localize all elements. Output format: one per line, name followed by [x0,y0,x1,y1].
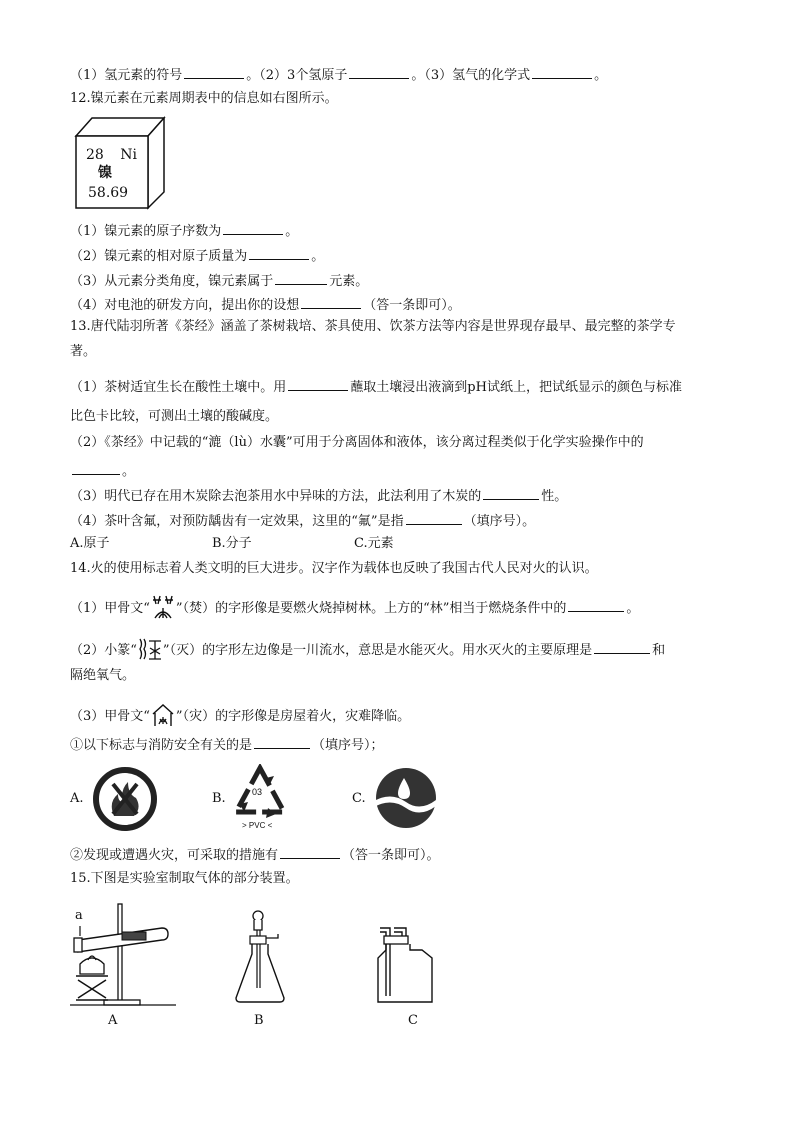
oracle-zai-glyph-icon [150,702,176,731]
q13-sub3: （3）明代已存在用木炭除去泡茶用水中异味的方法，此法利用了木炭的 性。 [70,489,568,504]
element-name: 镍 [98,165,112,181]
q14-sub2: （2）小篆“ ”（灭）的字形左边像是一川流水，意思是水能灭火。用水灭火的主要原理是 和 [70,636,665,665]
q13-sub4: （4）茶叶含氟，对预防龋齿有一定效果，这里的“氟”是指 （填序号）。 [70,514,536,529]
q14-q2: ②发现或遭遇火灾，可采取的措施有 （答一条即可）。 [70,848,440,863]
q13-stem-line1: 13.唐代陆羽所著《茶经》涵盖了茶树栽培、茶具使用、饮茶方法等内容是世界现存最早、最完整的茶学专 [70,319,676,334]
answer-blank[interactable] [483,487,539,500]
answer-blank[interactable] [532,66,592,79]
answer-blank[interactable] [254,736,310,749]
q14-q1: ①以下标志与消防安全有关的是 （填序号）； [70,738,384,753]
atomic-number: 28 [86,147,104,163]
answer-blank[interactable] [249,247,309,260]
q12-stem: 12.镍元素在元素周期表中的信息如右图所示。 [70,91,338,106]
figure-label-c: C [408,1013,418,1028]
apparatus-c-gas-bottle [374,922,438,1009]
answer-blank[interactable] [275,272,327,285]
q11-part4: 。 [594,68,608,83]
q12-sub3: （3）从元素分类角度，镍元素属于 元素。 [70,274,369,289]
sign-label-a[interactable]: A. [70,791,84,806]
answer-blank[interactable] [223,222,283,235]
option-b[interactable]: B.分子 [212,536,252,551]
seal-mie-glyph-icon [137,636,163,665]
sign-label-b[interactable]: B. [212,791,226,806]
periodic-table-cell [72,114,168,210]
q11-answer-line [70,66,607,82]
no-fire-sign-icon [92,766,158,835]
oracle-fen-glyph-icon [150,594,176,623]
q11-part1: （1）氢元素的符号 [70,68,183,83]
q11-part3: 。（3）氢气的化学式 [411,68,531,83]
answer-blank[interactable] [280,846,340,859]
q13-sub2: （2）《茶经》中记载的“漉（lù）水囊”可用于分离固体和液体，该分离过程类似于化学实验操作中的 [70,435,644,450]
water-saving-sign-icon [374,766,438,833]
answer-blank[interactable] [288,378,348,391]
atomic-mass: 58.69 [88,185,129,201]
apparatus-b-flask [232,908,292,1009]
q12-sub1: （1）镍元素的原子序数为 。 [70,224,299,239]
q15-stem: 15.下图是实验室制取气体的部分装置。 [70,871,299,886]
q14-sub3: （3）甲骨文“ ”（灾）的字形像是房屋着火，灾难降临。 [70,702,410,731]
answer-blank[interactable] [594,641,650,654]
apparatus-a-heating-tube [70,902,180,1010]
q14-stem: 14.火的使用标志着人类文明的巨大进步。汉字作为载体也反映了我国古代人民对火的认识。 [70,561,598,576]
recycle-material: > PVC < [242,821,273,830]
q14-sub1: （1）甲骨文“ ”（焚）的字形像是要燃火烧掉树林。上方的“林”相当于燃烧条件中的 。 [70,594,639,623]
answer-blank[interactable] [72,462,120,475]
answer-blank[interactable] [406,512,462,525]
element-symbol: Ni [120,147,138,163]
figure-label-a: A [108,1013,118,1028]
sign-label-c[interactable]: C. [352,791,366,806]
answer-blank[interactable] [568,599,624,612]
answer-blank[interactable] [301,296,361,309]
label-a: a [75,908,83,923]
answer-blank[interactable] [184,66,244,79]
answer-blank[interactable] [349,66,409,79]
option-c[interactable]: C.元素 [354,536,394,551]
q11-part2: 。（2）3个氢原子 [246,68,348,83]
q12-sub4: （4）对电池的研发方向，提出你的设想 （答一条即可）。 [70,298,461,313]
figure-label-b: B [254,1013,264,1028]
recycle-code: 03 [252,787,263,797]
recycle-sign-icon [230,764,290,836]
q13-sub1: （1）茶树适宜生长在酸性土壤中。用 蘸取土壤浸出液滴到pH试纸上，把试纸显示的颜色与标准 [70,380,682,395]
q14-sub2-cont: 隔绝氧气。 [70,668,136,683]
q13-sub2-cont: 。 [70,462,135,478]
q13-stem-line2: 著。 [70,344,97,359]
q12-sub2: （2）镍元素的相对原子质量为 。 [70,249,325,264]
q13-sub1-cont: 比色卡比较，可测出土壤的酸碱度。 [70,409,279,424]
option-a[interactable]: A.原子 [70,536,110,551]
